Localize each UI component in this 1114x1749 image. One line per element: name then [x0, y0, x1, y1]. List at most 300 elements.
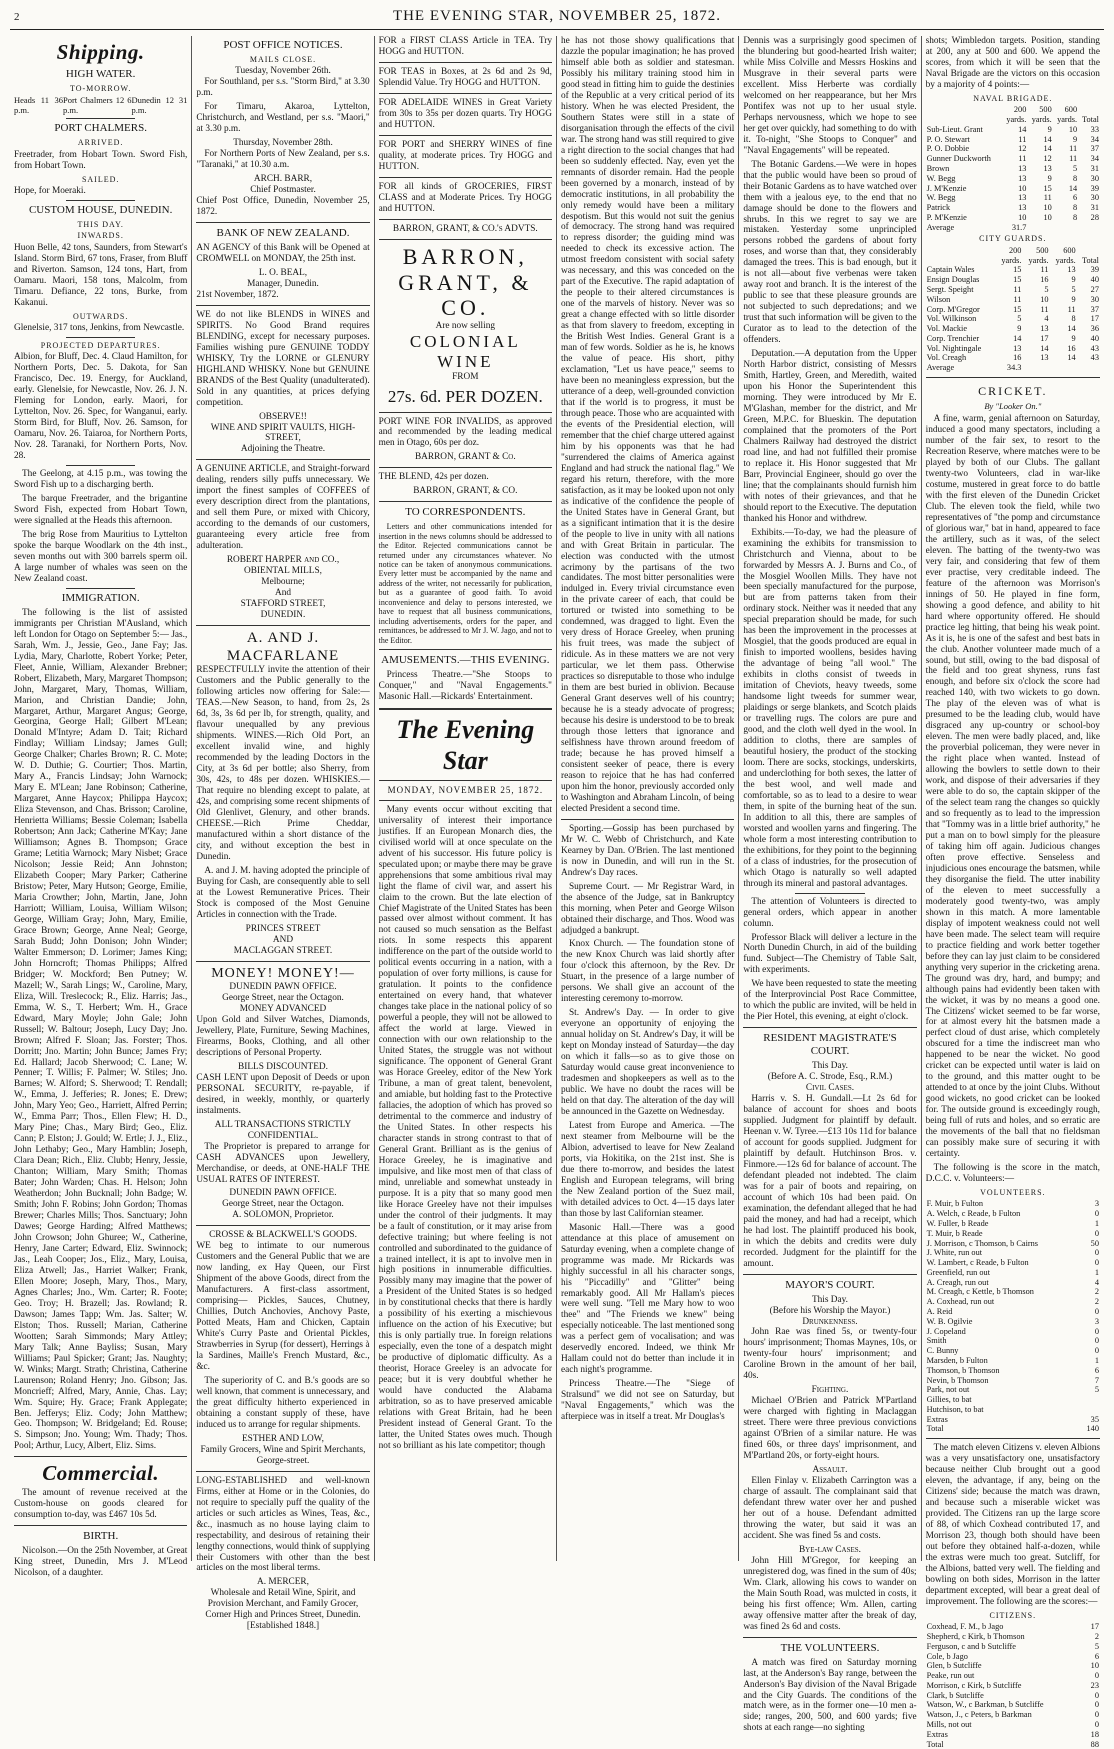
mercer-name: A. MERCER, [257, 1577, 309, 1588]
score-average-row-cell: 31.7 [1011, 222, 1027, 232]
score-row-cell: Sergt. Speight [926, 285, 974, 294]
score-row-cell: 33 [1090, 124, 1099, 134]
batting-row-cell: Watson, W., c Barkman, b Sutcliffe [926, 1700, 1044, 1710]
post-office-heading: POST OFFICE NOTICES. [223, 39, 343, 51]
score-row-cell: 9 [1071, 275, 1076, 285]
score-row-cell: 15 [1013, 265, 1022, 275]
score-row-cell: P. M'Kenzie [926, 212, 967, 222]
score-row [926, 125, 1100, 135]
batting-row [926, 1376, 1100, 1386]
score-row [926, 265, 1100, 275]
batting-row-cell: A. Creagh, run out [926, 1277, 989, 1287]
columns [10, 36, 1104, 1749]
batting-row [926, 1336, 1100, 1346]
score-row-cell: 8 [1071, 314, 1076, 324]
tide-port: Port Chalmers 12 6 p.m. [62, 95, 132, 116]
score-row-cell: 11 [1040, 304, 1049, 314]
score-average-row [926, 223, 1100, 233]
batting-row [926, 1297, 1100, 1307]
harper-line: And [274, 588, 291, 599]
score-header-row-cell [926, 246, 996, 256]
score-header-row [926, 246, 1100, 256]
batting-row-cell: Marsden, b Fulton [926, 1355, 988, 1365]
score-row-cell: 5 [1072, 163, 1078, 173]
score-row [926, 184, 1100, 194]
established-label: [Established 1848.] [246, 1621, 320, 1632]
column-4 [557, 36, 739, 1561]
post-footer: Chief Post Office, Dunedin, November 25, 1872. [196, 196, 370, 218]
princess-theatre-item: Princess Theatre.—The "Siege of Stralsund" we did not see on Saturday, but "Naval Engagements," which was the afterpiece was in itself a treat. Mr Douglas's [560, 1379, 735, 1423]
arrived-label: ARRIVED. [77, 138, 124, 148]
post-text: For Timaru, Akaroa, Lyttelton, Christchurch, and Westland, per s.s. "Maori," at 3.30 p.m. [196, 102, 370, 135]
harper-name: ROBERT HARPER and CO., [226, 555, 340, 566]
score-row-cell: 34 [1090, 154, 1099, 164]
citizens-heading: CITIZENS. [989, 1610, 1037, 1620]
maclaggan-street: MACLAGGAN STREET. [233, 945, 333, 956]
score-row-cell: 9 [1071, 333, 1076, 343]
projected-text: Albion, for Bluff, Dec. 4. Claud Hamilton, for Northern Ports, Dec. 5. Dakota, for San Francisco, Dec. 19. Energy, for Auckland, early. Glenelsie, for Newcastle, Nov. 26. J. N. Fleming for London, early. Maori, for Lyttelton, Nov. 26. Spec, for Wanganui, early. Storm Bird, for Bluff, Nov. 26. Samson, for Oamaru, Nov. 26. Taiaroa, for Northern Ports, Nov. 28. Taranaki, for Northern Ports, Nov. 28. [14, 352, 188, 462]
score-row [926, 334, 1100, 344]
batting-total-row [926, 1424, 1100, 1434]
batting-row-cell: Nevin, b Thomson [926, 1375, 989, 1385]
pawn-address: George Street, near the Octagon. [222, 1199, 344, 1210]
this-day-label: THIS DAY. [77, 219, 124, 229]
and-label: AND [272, 934, 294, 945]
batting-row [926, 1632, 1100, 1642]
correspondents-text: Letters and other communications intended for insertion in the news columns should be addressed to the Editor. Rejected communications cannot be returned under any circumstances whatever. No notice can be taken of anonymous communications. Every letter must be accompanied by the name and address of the writer, not necessarily for publication, but as a guarantee of good faith. To avoid inconvenience and delay to persons interested, we have to request that all business communications, including advertisements, orders for the paper, and remittances, be addressed to Mr J. W. Jago, and not to the Editor. [378, 522, 552, 645]
score-row-cell: Vol. Nightingale [926, 343, 982, 353]
pawn-money-advanced: MONEY ADVANCED [239, 1003, 327, 1014]
shipping-paragraph: The Geelong, at 4.15 p.m., was towing the Sword Fish up to a discharging berth. [14, 469, 188, 491]
score-row [926, 135, 1100, 145]
harper-line: OBIENTAL MILLS, [244, 566, 322, 577]
score-row-cell: 13 [1067, 265, 1076, 275]
score-row-cell: 14 [1043, 144, 1052, 154]
score-row-cell: 40 [1090, 275, 1099, 285]
batting-row-cell: Gillies, to bat [926, 1395, 972, 1405]
column-3 [375, 36, 557, 1561]
vaults-sub: Adjoining the Theatre. [240, 444, 326, 455]
score-row [926, 275, 1100, 285]
batting-row-cell: Shepherd, c Kirk, b Thomson [926, 1631, 1025, 1641]
macfarlane-heading: A. AND J. MACFARLANE [226, 629, 340, 664]
esther-name: ESTHER AND LOW, [241, 1433, 325, 1444]
batting-row-cell [1080, 1395, 1100, 1405]
masthead [10, 8, 1104, 30]
batting-row-cell: 18 [1090, 1729, 1099, 1739]
resident-magistrate-heading: RESIDENT MAGISTRATE'S COURT. [763, 1032, 897, 1058]
assault-label: Assault. [812, 1465, 848, 1476]
hogg-ad: FOR a FIRST CLASS Article in TEA. Try HOGG and HUTTON. [378, 36, 552, 57]
civil-cases-text: Harris v. S. H. Gundall.—Lt 2s 6d for balance of account for shoes and boots supplied. Judgment for plaintiff by default. Heenan v. W. Tyree.—£13 10s 11d for balance of account for goods supplied. Judgment for plaintiff by default. Hutchinson Bros. v. Finmore.—12s 6d for balance of account. The defendant pleaded not indebted. The claim was for a pair of boots and repairing, on account of which 10s had been paid. On examination, the defendant alleged that he had paid the money, and had had a receipt, which he had lost. The plaintiff produced his book, in which the debits and credits were duly recorded. Judgment for the plaintiff for the amount. [743, 1094, 917, 1269]
batting-row-cell: 1 [1094, 1355, 1099, 1365]
inwards-text: Huon Belle, 42 tons, Saunders, from Stewart's Island. Storm Bird, 67 tons, Fraser, from Bluff and Riverton. Samson, 124 tons, Hart, from Oamaru. Maori, 158 tons, Malcolm, from Timaru. Defiance, 22 tons, Burke, from Kakanui. [14, 242, 188, 308]
bills-discounted: BILLS DISCOUNTED. [238, 1061, 328, 1072]
money-heading: MONEY! MONEY!— [211, 965, 355, 981]
customs-heading: CUSTOM HOUSE, DUNEDIN. [28, 203, 173, 216]
batting-row-cell: 17 [1090, 1622, 1099, 1632]
batting-row-cell: 10 [1090, 1661, 1099, 1671]
batting-row-cell: Peake, run out [926, 1671, 975, 1681]
score-row-cell: 11 [1069, 154, 1078, 164]
score-header-row-cell: yards. [1006, 115, 1027, 125]
bank-text: AN AGENCY of this Bank will be Opened at CROMWELL on MONDAY, the 25th inst. [196, 242, 370, 264]
batting-row [926, 1681, 1100, 1691]
score-row-cell: 13 [1040, 353, 1049, 363]
score-header-row-cell [926, 115, 1002, 125]
batting-row-cell: C. Bunny [926, 1346, 959, 1356]
score-header-row-cell: 500 [1039, 105, 1052, 115]
score-row-cell: 13 [1043, 163, 1052, 173]
column-5 [739, 36, 921, 1734]
score-row [926, 295, 1100, 305]
score-row-cell: 31 [1090, 163, 1099, 173]
mayors-court-heading: MAYOR'S COURT. [785, 1278, 875, 1291]
batting-row-cell: Park, not out [926, 1385, 970, 1395]
batting-row-cell: 2 [1094, 1631, 1099, 1641]
pawn-signature: A. SOLOMON, Proprietor. [232, 1210, 334, 1221]
score-row-cell: 10 [1043, 203, 1052, 213]
evening-star-title: The Evening Star [396, 714, 535, 775]
score-row-cell: 17 [1090, 314, 1099, 324]
batting-row [926, 1661, 1100, 1671]
pawn-text: Upon Gold and Silver Watches, Diamonds, Jewellery, Plate, Furniture, Sewing Machines, Firearms, Books, Clothing, and all other descriptions of Personal Property. [196, 1014, 370, 1058]
score-row-cell: 9 [1071, 294, 1076, 304]
score-row-cell: 14 [1018, 124, 1027, 134]
bank-signature-title: Manager, Dunedin. [247, 278, 319, 289]
score-row-cell: Wilson [926, 294, 951, 304]
hogg-ad: FOR all kinds of GROCERIES, FIRST CLASS and at Moderate Prices. Try HOGG and HUTTON. [378, 181, 552, 214]
score-row-cell: 36 [1090, 324, 1099, 334]
score-row-cell: 12 [1018, 144, 1027, 154]
bank-date: 21st November, 1872. [196, 289, 279, 300]
barron-adverts-heading: BARRON, GRANT, & CO.'s ADVTS. [392, 223, 538, 234]
score-row [926, 285, 1100, 295]
score-row-cell: Vol. Creagh [926, 353, 967, 363]
batting-row-cell: 23 [1090, 1680, 1099, 1690]
st-andrews-day-item: St. Andrew's Day. — In order to give everyone an opportunity of enjoying the annual holiday on St. Andrew's Day, it will be kept on Monday instead of Saturday—the day on which it falls—so as to give those on Saturday would cause great inconvenience to tradesmen and shopkeepers as well as to the public. We have no doubt the races will be held on that day. The alteration of the day will be announced in the Gazette on Wednesday. [560, 1008, 735, 1117]
score-row-cell: Captain Wales [926, 265, 975, 275]
batting-row-cell: 0 [1094, 1209, 1099, 1219]
proprietor-text: The Proprietor is prepared to arrange for CASH ADVANCES upon Jewellery, Merchandise, or deeds, at ONE-HALF THE USUAL RATES OF INTEREST. [196, 1141, 370, 1185]
score-average-row-cell: 34.3 [1006, 363, 1022, 373]
batting-row-cell: 0 [1094, 1690, 1099, 1700]
score-row-cell: 34 [1090, 134, 1099, 144]
batting-row-cell: 5 [1094, 1385, 1099, 1395]
bylaw-label: Bye-law Cases. [798, 1544, 861, 1555]
score-header-row-cell: 600 [1063, 245, 1076, 255]
volunteers-cricket-heading: VOLUNTEERS. [980, 1188, 1046, 1198]
score-row-cell: 15 [1043, 183, 1052, 193]
professor-black-item: Professor Black will deliver a lecture in the North Dunedin Church, in aid of the building fund. Subject—The Chemistry of Table Salt, with experiments. [743, 932, 917, 976]
batting-row [926, 1346, 1100, 1356]
sporting-item: Sporting.—Gossip has been purchased by Mr W. C. Webb of Christchurch, and Kate Kearney by Dan. O'Brien. The last mentioned is now in Dunedin, and will run in the St. Andrew's Day races. [560, 823, 735, 878]
mercer-line: Corner High and Princes Street, Dunedin. [205, 1610, 361, 1621]
esther-sub: Family Grocers, Wine and Spirit Merchants, George-street. [200, 1444, 366, 1466]
batting-row-cell: 5 [1094, 1641, 1099, 1651]
high-water-heading: HIGH WATER. [65, 67, 136, 80]
batting-row [926, 1385, 1100, 1395]
score-row-cell: Ensign Douglas [926, 275, 980, 285]
score-row-cell: 5 [1071, 285, 1076, 294]
batting-row-cell: Mills, not out [926, 1719, 972, 1729]
score-row-cell: 40 [1090, 333, 1099, 343]
score-row-cell: 13 [1013, 343, 1022, 353]
score-row-cell: Brown [926, 163, 950, 173]
projected-label: PROJECTED DEPARTURES. [40, 341, 161, 351]
score-header-row [926, 256, 1100, 266]
batting-row-cell: Glen, b Sutcliffe [926, 1661, 982, 1671]
exhibits-item: Exhibits.—To-day, we had the pleasure of examining the exhibits for transmission to Christchurch and Vienna, about to be forwarded by Messrs A. J. Burns and Co., of the Mosgiel Woollen Mills. They have not been specially manufactured for the purpose, but are from patterns taken from their ordinary stock. Neither was it needed that any special preparation should be made, for such has been the improvement in the processes at Mosgiel, that the goods produced are equal in finish to imported woollens, besides having the advantage of being "all wool." The exhibits in cloths consist of tweeds in imitation of Cheviots, heavy tweeds, some handsome light tweeds for summer wear, plaidings or serge blankets, and Scotch plaids or travelling rugs. The colors are pure and good, and the cloth well dyed in the wool. In addition to cloths, there are samples of beautiful hosiery, the product of the stocking loom. There are socks, stockings, underskirts, and underclothing for both sexes, the latter of the best wool, and well made and comfortable, so as to lead to a desire to wear them, in spite of the burning heat of the sun. In addition to all this, there are samples of worsted and woollen yarns and fingering. The whole form a most interesting contribution to the exhibitions, for they point to the beginning of a class of industries, for the prosecution of which Otago is naturally so well adapted through its mineral and pastoral advantages. [743, 527, 917, 889]
score-row-cell: 8 [1072, 212, 1078, 222]
score-row-cell: 13 [1018, 163, 1027, 173]
batting-row-cell: J. Morrison, c Thomson, b Cairns [926, 1238, 1039, 1248]
score-row-cell: Patrick [926, 203, 951, 213]
score-row-cell: 30 [1090, 173, 1099, 183]
score-row [926, 144, 1100, 154]
colonial-wine: COLONIAL WINE [409, 332, 521, 372]
post-signature: ARCH. BARR, [253, 174, 313, 185]
score-header-row-cell: yards. [1028, 255, 1049, 265]
score-header-row-cell: 200 [1009, 245, 1022, 255]
tomorrow-label: TO-MORROW. [69, 83, 132, 93]
pawn-title: DUNEDIN PAWN OFFICE. [229, 982, 337, 993]
batting-row-cell: T. Muir, b Reade [926, 1228, 983, 1238]
batting-row [926, 1209, 1100, 1219]
editorial-continued: he has not those showy qualifications that dazzle the popular imagination; he has proved himself able both as soldier and statesman. Possibly his military training stood him in good stead in fitting him to guide the destinies of the Republic at a very critical period of its history. When he was elected President, the Southern States were still in a state of disorganisation through the effects of the civil war. The strong hand was still required to give a right direction to the social changes that had been so suddenly effected. Nay, even yet the remnants of disorder remain. Had the people been governed by a monarch, instead of by democratic institutions, in all probability the only remedy would have been a military despotism. But this would not suit the genius of democracy. The strong hand was required to repress disorder; the guiding mind was needed to check its excessive action. The utmost freedom consistent with social safety was necessary, and this was conceded on the part of the Executive. The rapid adaptation of the people to their altered circumstances is one of the marvels of history. Never was so great a change effected with so little disorder as that from slavery to freedom, excepting in the British West Indies. General Grant is a man of few words. Soldier as he is, he knows the value of peace. His short, pithy exclamation, "Let us have peace," seems to have been no meaningless expression, but the utterance of a deep, well-grounded conviction that if the world is to progress, it must be through peace. Those who are acquainted with the events of the Presidential election, will remember that the chief charge uttered against him by his opponents was that he had "surrendered the claims of America against England and had struck the national flag." We regard his return, therefore, with the more satisfaction, as it may be looked upon not only as indicative of the confidence the people of the United States have in General Grant, but as a significant intimation that it is the desire of the people to live in unity with all nations and with Great Britain in particular. The election was conducted with the utmost acrimony by the partisans of the two candidates. The most bitter personalities were indulged in. Every trivial circumstance even in the private career of each, that could be tortured or twisted into something to be condemned, was dragged to light. Even the very dress of Horace Greeley, when pruning his fruit trees, was made the subject of ridicule. As in these matters we are not very particular, we let them pass. Otherwise practices so disreputable to those who indulge in them are best buried in oblivion. Because General Grant deserves well of his country; because he is a steady advocate of progress; because his desire is understood to be to break through those letters that ignorance and selfishness have thrown around freedom of trade; because he has proved himself a consistent seeker of peace, there is every reason to rejoice that he has had conferred upon him the honor, previously accorded only to Washington and Abraham Lincoln, of being elected President a second time. [560, 36, 735, 814]
score-row-cell: 39 [1090, 265, 1099, 275]
score-row-cell: 9 [1047, 173, 1052, 183]
batting-row-cell: W. Lambert, c Reade, b Fulton [926, 1258, 1029, 1268]
score-row-cell: 14 [1067, 324, 1076, 334]
batting-row [926, 1239, 1100, 1249]
blend-signature: BARRON, GRANT, & CO. [413, 486, 518, 497]
inwards-label: INWARDS. [77, 231, 124, 241]
pawn-address: George Street, near the Octagon. [222, 993, 344, 1004]
batting-row [926, 1730, 1100, 1740]
score-row [926, 203, 1100, 213]
score-row-cell: W. Begg [926, 193, 956, 203]
score-row-cell: P. O. Stewart [926, 134, 970, 144]
score-row [926, 344, 1100, 354]
drunkenness-text: John Rae was fined 5s, or twenty-four hours' imprisonment; Thomas Maynes, 10s, or twenty-four hours' imprisonment; and Caroline Brown in the amount of her bail, 40s. [743, 1327, 917, 1382]
score-row [926, 174, 1100, 184]
batting-row [926, 1327, 1100, 1337]
score-row-cell: 11 [1013, 285, 1022, 294]
batting-row [926, 1268, 1100, 1278]
batting-row-cell: Smith [926, 1336, 947, 1346]
batting-row-cell: 0 [1094, 1700, 1099, 1710]
score-row-cell: Vol. Mackie [926, 324, 968, 334]
batting-row-cell: 0 [1094, 1307, 1099, 1317]
from-label: FROM [452, 372, 479, 383]
score-row-cell: 27 [1090, 285, 1099, 294]
score-row-cell: 4 [1044, 314, 1049, 324]
mails-close-label: MAILS CLOSE. [249, 54, 317, 64]
batting-row [926, 1395, 1100, 1405]
score-header-row-cell: yards. [1031, 115, 1052, 125]
batting-row-cell: W. Fuller, b Reade [926, 1219, 989, 1229]
drunkenness-label: Drunkenness. [802, 1316, 858, 1327]
post-text: For Southland, per s.s. "Storm Bird," at 3.30 p.m. [196, 77, 370, 99]
score-row-cell: 14 [1067, 353, 1076, 363]
score-row-cell: 10 [1018, 183, 1027, 193]
score-header-row-cell [1077, 246, 1100, 256]
batting-row [926, 1248, 1100, 1258]
theatre-continued: Dennis was a surprisingly good specimen of the blundering but good-hearted Irish waiter; while Miss Colville and Messrs Hoskins and Musgrave in their several parts were excellent. Miss Herberte was cordially welcomed on her reappearance, but her Mrs Pontifex was not up to her usual style. Perhaps nervousness, which we hope to see her get over quickly, had something to do with it. To-night, "She Stoops to Conquer" and "Naval Engagements" will be repeated. [743, 36, 917, 156]
score-header-row-cell: yards. [1001, 255, 1022, 265]
score-row-cell: Vol. Wilkinson [926, 314, 977, 324]
fighting-label: Fighting. [811, 1385, 849, 1396]
score-header-row-cell: 600 [1064, 105, 1078, 115]
score-row-cell: 10 [1040, 294, 1049, 304]
editorial-text: Many events occur without exciting that universality of interest their importance justifies. If an European Monarch dies, the civilised world will at once speculate on the advent of his successor. His future policy is speculated upon; or maybe there may be grave apprehensions that some ambitious rival may light the flame of civil war, and assert his claim to the crown. But the late election of Chief Magistrate of the United States has been passed over almost without comment. It has not caused so much sensation as the Belfast riots. In some respects this apparent indifference on the part of the outside world to political events occurring in a nation, with a population of over forty millions, is cause for gratulation. It points to the confidence entertained on every hand, that whatever changes take place in the national policy of so powerful a people, they will not be allowed to affect the world at large. Viewed in connection with our own relationship to the United States, the struggle was not without significance. The opponent of General Grant was Horace Greeley, editor of the New York Tribune, a man of great talent, benevolent, and amiable, but holding fast to the Protective fallacies, the adoption of which has proved so detrimental to the commerce and industry of the United States. In other respects his character stands in strong contrast to that of General Grant. Brilliant as is the genius of Horace Greeley, he is imaginative and impulsive, and like most men of that class of mind, unreliable and somewhat unsteady in purpose. It is a pity that so many good men like Horace Greeley have not their impulses under the control of their judgments. It may be a fault of constitution, or it may arise from defective training; but where feeling is not controlled and subordinated to the guidance of a trained intellect, it is apt to involve men in high positions in innumerable difficulties. Possibly many may imagine that the power of a President of the United States is so hedged in by constitutional checks that there is hardly a possibility of his exerting a mischievous influence on the action of his Executive; but this is only partially true. In foreign relations especially, even the tone of a despatch might be productive of diplomatic difficulty. As a theorist, Horace Greeley is an advocate for peace; but it is very doubtful whether he would have conducted the Alabama arbitration, so as to have preserved amicable relations with Great Britain, had he been President instead of General Grant. To the latter, the United States owes much. Though not so brilliant as his late competitor; though [378, 804, 552, 1451]
assault-text: Ellen Finlay v. Elizabeth Carrington was a charge of assault. The complainant said that defendant threw water over her and pushed her out of a house. Defendant admitted throwing the water, but said it was an accident. She was fined 5s and costs. [743, 1476, 917, 1541]
batting-row-cell: Thomson, b Thomson [926, 1365, 1000, 1375]
score-row-cell: 16 [1040, 275, 1049, 285]
arrived-text: Freetrader, from Hobart Town. Sword Fish, from Hobart Town. [14, 149, 188, 171]
score-header-row-cell [1078, 105, 1100, 115]
batting-row-cell: M. Creagh, c Kettle, b Thomson [926, 1287, 1034, 1297]
score-row-cell: P. O. Dobbie [926, 144, 970, 154]
race-committee-item: We have been requested to state the meeting of the Interprovincial Post Race Committee, to which the public are invited, will be held in the Pier Hotel, this evening, at eight o'clock. [743, 979, 917, 1023]
batting-row-cell: J. White, run out [926, 1248, 983, 1258]
score-header-row [926, 115, 1100, 125]
batting-row-cell: 2 [1094, 1297, 1099, 1307]
score-row-cell: 10 [1018, 212, 1027, 222]
birth-heading: BIRTH. [83, 1530, 119, 1543]
batting-row-cell: 7 [1094, 1375, 1099, 1385]
cricket-text: A fine, warm, genial afternoon on Saturday, induced a good many spectators, including a number of the fair sex, to resort to the Recreation Reserve, where matches were to be played by both of our Clubs. The gallant twenty-two Volunteers, clad in war-like costume, mustered in great force to do battle with the first eleven of the Dunedin Cricket Club. The eleven took the field, while two representatives of "the pomp and circumstance of glorious war," bat in hand, appeared to face the artillery, such as it was, of the select eleven. The batting of the twenty-two was very fair, and considering that few of them ever practise, very creditable indeed. The feature of the afternoon was Morrison's innings of 50. He played in fine form, showing a good defence, and ability to hit hard where opportunity offered. He should practice leg hitting, that being his weak point. As it is, he is one of the safest and best bats in the club. Another volunteer made much of a sound, but still, owing to the bad disposal of the field and too great shyness, runs fast enough, and before six o'clock the score had reached 140, with two wickets to go down. The play of the eleven was of what is presumed to be the leading club, would have disgraced any up-country or school-boy eleven. The men were badly placed, and, like the proverbial policeman, they were never in the right place when wanted. Instead of allowing the bowlers to settle down to their work, and dispose of their adversaries if they were able to do so, the captain skipper of the of the select team rang the changes so quickly and so frequently as to lead to the impression that "Tommy was in a little brief authority," he put a man on to bowl simply for the pleasure of taking him off again. Judicious changes often prove effective. Senseless and injudicious ones encourage the batsmen, while they disorganise the field. The utter inability of the eleven to meet successfully a moderately good twenty-two, was amply shown in this match. A more lamentable display of impotent weakness could not well have been made. The select team will require to practice fielding and work better together before they can lay just claim to be considered anything very superior in the cricketing arena. The ground was dry, hard, and bumpy; and although pains had evidently been taken with the wicket, it was by no means a good one. The Citizens' wicket seemed to be far worse, for at almost every hit the batsmen made a perfect cloud of dust arise, which completely obscured for a time the indiscreet man who happened to be near the wicket. No good cricket can be expected until water is laid on to the ground, and this matter ought to be attended to at once by the joint Clubs. Without good wickets, no good cricket can be looked for. The outside ground is exceedingly rough, being full of ruts and holes, and so erratic are the movements of the ball that no fieldsman can possibly make sure of securing it with certainty. [925, 414, 1100, 1160]
pawn-title: DUNEDIN PAWN OFFICE. [229, 1188, 337, 1199]
volunteers-cricket-table [926, 1199, 1100, 1434]
volunteers-note: The attention of Volunteers is directed to general orders, which appear in another column. [743, 896, 917, 929]
transactions-confidential: ALL TRANSACTIONS STRICTLY CONFIDENTIAL. [214, 1119, 352, 1141]
crosse-text: WE beg to intimate to our numerous Customers and the General Public that we are now landing, ex Hay Queen, our First Shipment of the above Goods, direct from the Manufacturers. A first-class assortment, comprising— Pickles, Sauces, Chutney, Chillies, Dutch Anchovies, Anchovy Paste, Potted Meats, Ham and Chicken, Captain White's Curry Paste and Oriental Pickles, Strawberries in Syrup (for dessert), Herrings à la Sardines, Maille's French Mustard, &c., &c. [196, 1241, 370, 1373]
batting-row-cell: 0 [1094, 1248, 1099, 1258]
batting-row-cell: 0 [1094, 1346, 1099, 1356]
mercer-text: LONG-ESTABLISHED and well-known Firms, either at Home or in the Colonies, do not require to specially puff the quality of the articles or such articles as Wines, Teas, &c., &c., inasmuch as no house laying claim to respectability, and desirous of retaining their lengthy connections, would think of supplying their Customers with other than the best articles on the most liberal terms. [196, 1475, 370, 1574]
score-row [926, 324, 1100, 334]
immigration-heading: IMMIGRATION. [61, 591, 140, 604]
batting-total-row-cell: Total [926, 1424, 944, 1434]
batting-row-cell: Extras [926, 1414, 948, 1424]
score-row [926, 213, 1100, 223]
score-row [926, 154, 1100, 164]
tide-heads: Heads 11 36 p.m. [14, 95, 63, 116]
post-date: Tuesday, November 26th. [235, 66, 331, 77]
score-row-cell: 11 [1043, 193, 1052, 203]
score-row-cell: 16 [1067, 343, 1076, 353]
shooting-continued: shots; Wimbledon targets. Position, standing at 200, any at 500 and 600. We append the scores, from which it will be seen that the Naval Brigade are the victors on this occasion by a majority of 4 points:— [925, 36, 1100, 90]
hogg-ad: FOR TEAS in Boxes, at 2s 6d and 2s 9d, Splendid Value. Try HOGG and HUTTON. [378, 66, 552, 88]
civil-cases-label: Civil Cases. [805, 1083, 855, 1094]
supreme-court-item: Supreme Court. — Mr Registrar Ward, in the absence of the Judge, sat in Bankruptcy this morning, when Peter and George Wilson obtained their discharge, and Thos. Wood was adjudged a bankrupt. [560, 881, 735, 936]
score-row-cell: 14 [1013, 333, 1022, 343]
batting-row [926, 1405, 1100, 1415]
volunteers-heading: THE VOLUNTEERS. [780, 1641, 880, 1654]
score-row-cell: 13 [1018, 193, 1027, 203]
score-header-row-cell [926, 256, 996, 266]
score-row-cell: 10 [1068, 124, 1078, 134]
sailed-text: Hope, for Moeraki. [14, 185, 86, 196]
hogg-ad: FOR ADELAIDE WINES in Great Variety from 30s to 35s per dozen quarts. Try HOGG and HUTTON. [378, 97, 552, 130]
rm-this-day: This Day. [811, 1061, 848, 1072]
crosse-heading: CROSSE & BLACKWELL'S GOODS. [209, 1230, 357, 1241]
batting-row-cell: 0 [1094, 1258, 1099, 1268]
batting-row-cell: 35 [1090, 1414, 1099, 1424]
shipping-paragraph: The brig Rose from Mauritius to Lyttelton spoke the barque Woodlark on the 4th inst., seven months out with 300 barrels sperm oil. A large number of whales was seen on the New Zealand coast. [14, 529, 188, 584]
batting-total-row [926, 1740, 1100, 1749]
score-row-cell: 13 [1018, 203, 1027, 213]
score-row-cell: 9 [1072, 134, 1078, 144]
macfarlane-text: A. and J. M. having adopted the principle of Buying for Cash, are consequently able to sell at the Lowest Remunerative Prices. Their Stock is composed of the Most Genuine Articles in connection with the Trade. [196, 865, 370, 920]
outwards-text: Glenelsie, 317 tons, Jenkins, from Newcastle. [14, 323, 185, 334]
batting-row-cell [1080, 1405, 1100, 1415]
vaults-heading: WINE AND SPIRIT VAULTS, HIGH-STREET, [210, 422, 356, 444]
batting-row-cell: W. B. Ogilvie [926, 1316, 973, 1326]
score-row-cell: 11 [1018, 154, 1027, 164]
score-row [926, 193, 1100, 203]
tide-dunedin: Dunedin 12 31 p.m. [131, 95, 188, 116]
score-row-cell: 43 [1090, 353, 1099, 363]
cricket-byline: By "Looker On." [984, 401, 1042, 412]
now-selling: Are now selling [435, 321, 496, 332]
issue-date: MONDAY, NOVEMBER 25, 1872. [387, 785, 544, 796]
macfarlane-text: RESPECTFULLY invite the attention of their Customers and the Public generally to the following articles now offering for Sale:— TEAS.—New Season, to hand, from 2s, 2s 6d, 3s, 3s 6d per lb, for strength, quality, and flavour unequalled by any previous shipments. WINES.—Rich Old Port, an excellent invalid wine, and highly recommended by the leading Doctors in the City, at 3s 6d per bottle; also Sherry, from 30s, 42s, to 48s per dozen. WHISKIES.—That require no blending except to palate, at 42s, and comprising some recent shipments of Old Glenlivet, Glenury, and other brands. CHEESE.—Rich Prime Cheddar, manufactured within a short distance of the city, and without exception the best in Dunedin. [196, 665, 370, 862]
barron-grant-name: BARRON, GRANT, & CO. [398, 243, 533, 321]
batting-total-row-cell: Total [926, 1739, 944, 1749]
city-guards-heading: CITY GUARDS. [979, 234, 1047, 244]
score-row-cell: Sub-Lieut. Grant [926, 124, 983, 134]
cricket-heading: CRICKET. [978, 384, 1048, 399]
column-1 [10, 36, 192, 1578]
score-row-cell: 11 [1018, 134, 1027, 144]
batting-row-cell: 6 [1094, 1651, 1099, 1661]
batting-row-cell: 0 [1094, 1710, 1099, 1720]
masonic-hall-item: Masonic Hall.—There was a good attendance at this place of amusement on Saturday evening, when a complete change of programme was made. Mr Rickards was highly successful in all his character songs, his "Piccadilly" and "Glitter" being remarkably good. All Mr Hallam's pieces were well sung. "Tell me Mary how to woo thee" and "The Friends we knew" being especially noticeable. The last mentioned song was a perfect gem of vocalisation; and was deservedly encored. Indeed, we think Mr Hallam could not do better than include it in each night's programme. [560, 1222, 735, 1376]
shipping-heading: Shipping. [56, 40, 145, 64]
score-row-cell: 43 [1090, 343, 1099, 353]
batting-row-cell: Cole, b Jago [926, 1651, 968, 1661]
score-row-cell: 11 [1013, 294, 1022, 304]
batting-row [926, 1219, 1100, 1229]
score-row-cell: 30 [1090, 193, 1099, 203]
page-number: 2 [14, 11, 20, 23]
score-row-cell: 11 [1040, 265, 1049, 275]
score-row [926, 305, 1100, 315]
batting-row-cell: Coxhead, F. M., b Jago [926, 1622, 1004, 1632]
batting-row-cell: F. Muir, b Fulton [926, 1199, 984, 1209]
wine-ad-text: WE do not like BLENDS in WINES and SPIRITS. No Good Brand requires BLENDING, except for necessary purposes. Families wishing pure GENUINE TODDY WHISKY, Try the LORNE or GLENURY HIGHLAND WHISKY. None but GENUINE BRANDS of the Best Quality (unadulterated). Sold in any quantities, at prices defying competition. [196, 309, 370, 408]
port-wine-signature: BARRON, GRANT & Co. [414, 452, 516, 463]
score-header-row-cell: 200 [1013, 105, 1027, 115]
score-row-cell: W. Begg [926, 173, 956, 183]
batting-row [926, 1307, 1100, 1317]
score-row-cell: 13 [1018, 173, 1027, 183]
score-header-row-cell: yards. [1057, 115, 1078, 125]
batting-row-cell: A. Reid [926, 1307, 953, 1317]
score-row-cell: 16 [1013, 353, 1022, 363]
score-row [926, 314, 1100, 324]
batting-row-cell: Hutchison, to bat [926, 1404, 984, 1414]
latest-europe-item: Latest from Europe and America. —The next steamer from Melbourne will be the Albion, advertised to leave for New Zealand ports, via Hokitika, on the 21st inst. She is due there to-morrow, and besides the latest English and European telegrams, will bring the New Zealand portion of the Suez mail, with detailed advices to Oct. 4—15 days later than those by last Californian steamer. [560, 1120, 735, 1219]
mercer-line: Wholesale and Retail Wine, Spirit, and Provision Merchant, and Family Grocer, [207, 1588, 359, 1610]
column-2 [192, 36, 374, 1632]
batting-row-cell: 2 [1094, 1287, 1099, 1297]
score-row-cell: 13 [1040, 324, 1049, 334]
column-6 [922, 36, 1104, 1749]
